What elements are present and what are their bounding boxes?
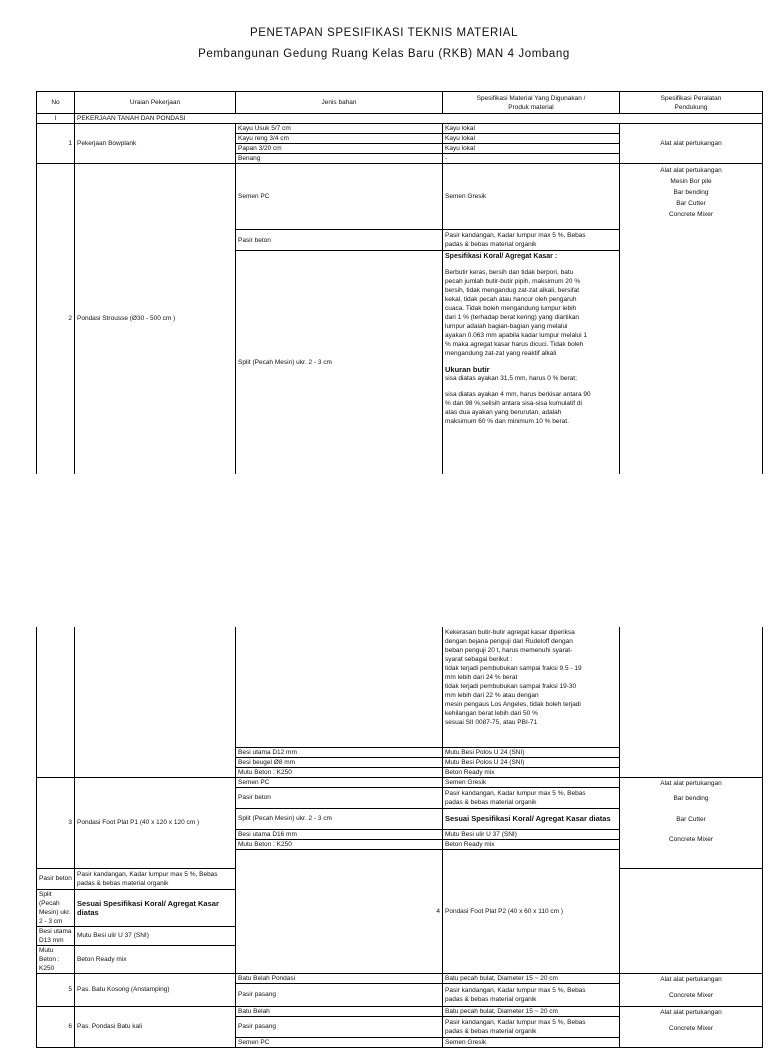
ukuran-butir-line: % dan 98 %,selisih antara sisa-sisa kumulatif di (445, 400, 582, 407)
item-2-alat-1: Alat alat pertukangan (660, 167, 722, 174)
item-3-semen: Semen PC (236, 777, 443, 787)
item-6-alat (620, 1006, 763, 1047)
item-2-pasir-spek (443, 230, 620, 251)
item-2-alat-5: Concrete Mixer (668, 211, 714, 218)
item-6-pasir-spek (443, 1016, 620, 1037)
item-2-alat (620, 164, 763, 474)
koral-spec-line: cuaca. Tidak boleh mengandung lumpur lebih (445, 305, 577, 312)
item-4-beton: Mutu Beton : K250 (37, 945, 75, 973)
hardness-spec-line: kehilangan berat lebih dari 50 % (445, 710, 538, 717)
col-header-spesifikasi-line-2: Produk material (508, 103, 554, 111)
item-6-pasir-spek-line-2: padas & bebas material organik (445, 1027, 537, 1035)
koral-spec-title: Spesifikasi Koral/ Agregat Kasar : (445, 253, 558, 260)
document-subtitle: Pembangunan Gedung Ruang Kelas Baru (RKB) MAN 4 Jombang (198, 48, 570, 60)
hardness-spec-line: sesuai SII 0087-75, atau PBI-71 (445, 719, 538, 726)
item-6-semen: Semen PC (236, 1037, 443, 1047)
hardness-spec-line: mm lebih dari 22 % atau dengan (445, 692, 539, 699)
koral-spec-line: % maka agregat kasar harus dicuci. Tidak boleh (445, 341, 584, 348)
item-4-name: Pondasi Foot Plat P2 (40 x 60 x 110 cm ) (443, 849, 620, 973)
ukuran-butir-line: sisa diatas ayakan 31,5 mm, harus 0 % berat; (445, 375, 577, 382)
item-3-alat-4: Concrete Mixer (668, 835, 714, 843)
document-title: PENETAPAN SPESIFIKASI TEKNIS MATERIAL (249, 27, 519, 39)
item-3-beton: Mutu Beton : K250 (236, 839, 443, 849)
item-1-alat: Alat alat pertukangan (620, 124, 763, 164)
item-6-pasir: Pasir pasang (236, 1016, 443, 1037)
item-1-spek-2: Kayu lokal (443, 134, 620, 144)
item-6-pasir-spek-line-1: Pasir kandangan, Kadar lumpur max 5 %, Bebas (445, 1018, 586, 1026)
item-2-besi-beugel-spek: Mutu Besi Polos U 24 (SNI) (443, 757, 620, 767)
item-4-pasir-spek-line-2: padas & bebas material organik (77, 879, 169, 887)
hardness-spec (443, 627, 620, 747)
item-3-besi: Besi utama D16 mm (236, 829, 443, 839)
col-header-spesifikasi (443, 92, 620, 114)
item-2-mutu-beton: Mutu Beton : K250 (236, 767, 443, 777)
item-2-alat-2: Mesin Bor pile (670, 178, 712, 185)
item-5-pasir-spek-line-2: padas & bebas material organik (445, 995, 537, 1003)
koral-spec-line: Berbutir keras, bersih dan tidak berpori, batu (445, 269, 574, 276)
item-4-split-spek: Sesuai Spesifikasi Koral/ Agregat Kasar diatas (75, 889, 236, 926)
hardness-spec-line: mm lebih dari 24 % berat (445, 674, 518, 681)
item-4-beton-spek: Beton Ready mix (75, 945, 236, 973)
item-3-alat-1: Alat alat pertukangan (660, 779, 722, 787)
cont-number-cell (37, 627, 75, 777)
col-header-jenis: Jenis bahan (236, 92, 443, 114)
item-2-besi-beugel: Besi beugel Ø8 mm (236, 757, 443, 767)
ukuran-butir-line: sisa diatas ayakan 4 mm, harus berkisar antara 90 (445, 391, 591, 398)
hardness-spec-line: mesin pengaus Los Angeles, tidak boleh terjadi (445, 701, 581, 708)
cont-name-cell (75, 627, 236, 777)
item-1-number: 1 (37, 124, 75, 164)
hardness-spec-line: dengan bejana penguji dari Rudeloff dengan (445, 638, 573, 645)
item-3-alat-2: Bar bending (673, 794, 709, 802)
item-6-alat-2: Concrete Mixer (668, 1024, 714, 1032)
ukuran-butir-line: maksimum 60 % dan minimum 10 % berat. (445, 418, 569, 425)
item-3-pasir: Pasir beton (236, 787, 443, 808)
hardness-spec-line: tidak terjadi pembubukan sampai fraksi 9.5 - 19 (445, 665, 582, 672)
item-3-semen-spek: Semen Gresik (443, 777, 620, 787)
item-2-besi-utama-spek: Mutu Besi Polos U 24 (SNI) (443, 747, 620, 757)
col-header-no: No (37, 92, 75, 114)
item-3-pasir-spek-line-2: padas & bebas material organik (445, 798, 537, 806)
hardness-spec-line: beban penguji 20 t, harus memenuhi syarat- (445, 647, 573, 654)
item-1-jenis-2: Kayu reng 3/4 cm (236, 134, 443, 144)
item-5-alat-2: Concrete Mixer (668, 991, 714, 999)
item-2-mutu-beton-spek: Beton Ready mix (443, 767, 620, 777)
item-2-semen: Semen PC (236, 164, 443, 230)
spec-table-page-2 (36, 627, 762, 1048)
col-header-peralatan-line-2: Pendukung (674, 103, 708, 111)
item-3-split: Split (Pecah Mesin) ukr. 2 - 3 cm (236, 808, 443, 829)
item-5-batu-spek: Batu pecah bulat, Diameter 15 ~ 20 cm (443, 973, 620, 984)
item-5-pasir: Pasir pasang (236, 984, 443, 1006)
item-2-split: Split (Pecah Mesin) ukr. 2 - 3 cm (236, 251, 443, 474)
cont-jenis-cell (236, 627, 443, 747)
koral-spec-line: mengandung zat-zat yang reaktif alkali (445, 350, 557, 357)
item-4-besi: Besi utama D13 mm (37, 926, 75, 945)
col-header-peralatan (620, 92, 763, 114)
item-5-alat-1: Alat alat pertukangan (660, 975, 722, 983)
item-6-batu-spek: Batu pecah bulat, Diameter 15 ~ 20 cm (443, 1006, 620, 1016)
item-4-besi-spek: Mutu Besi ulir U 37 (SNI) (75, 926, 236, 945)
item-4-pasir-spek-line-1: Pasir kandangan, Kadar lumpur max 5 %, Bebas (77, 870, 218, 878)
item-3-number: 3 (37, 777, 75, 868)
item-3-pasir-spek-line-1: Pasir kandangan, Kadar lumpur max 5 %, Bebas (445, 789, 586, 797)
item-2-split-spec (443, 251, 620, 474)
item-3-besi-spek: Mutu Besi ulir U 37 (SNI) (443, 829, 620, 839)
item-2-name: Pondasi Strousse (Ø30 - 500 cm ) (75, 164, 236, 474)
col-header-peralatan-line-1: Spesifikasi Peralatan (660, 94, 722, 102)
hardness-spec-line: syarat sebagai berikut : (445, 656, 513, 663)
item-5-pasir-spek (443, 984, 620, 1006)
item-3-pasir-spek (443, 787, 620, 808)
item-3-name: Pondasi Foot Plat P1 (40 x 120 x 120 cm ) (75, 777, 236, 868)
item-6-batu: Batu Belah (236, 1006, 443, 1016)
koral-spec-line: ayakan 0.063 mm apabila kadar lumpur melalui 1 (445, 332, 587, 339)
cont-alat-cell (620, 627, 763, 777)
item-2-pasir-spek-line-2: padas & bebas material organik (445, 241, 537, 248)
item-4-pasir-spek (75, 868, 236, 889)
item-6-number: 6 (37, 1006, 75, 1047)
koral-spec-line: pecah jumlah butir-butir pipih, maksimum 20 % (445, 278, 581, 285)
item-3-alat (620, 777, 763, 868)
item-6-semen-spek: Semen Gresik (443, 1037, 620, 1047)
item-3-alat-3: Bar Cutter (676, 815, 706, 823)
item-2-pasir: Pasir beton (236, 230, 443, 251)
item-2-pasir-spek-line-1: Pasir kandangan, Kadar lumpur max 5 %, Bebas (445, 232, 586, 239)
item-1-spek-1: Kayu lokal (443, 124, 620, 134)
koral-spec-line: kekal, tidak pecah atau hancur oleh pengaruh (445, 296, 577, 303)
item-4-split: Split (Pecah Mesin) ukr. 2 - 3 cm (37, 889, 75, 926)
section-number: I (37, 114, 75, 124)
item-4-number: 4 (236, 849, 443, 973)
item-5-pasir-spek-line-1: Pasir kandangan, Kadar lumpur max 5 %, Bebas (445, 986, 586, 994)
item-6-alat-1: Alat alat pertukangan (660, 1008, 722, 1016)
hardness-spec-line: tidak terjadi pembubukan sampai fraksi 19-30 (445, 683, 577, 690)
item-6-name: Pas. Pondasi Batu kali (75, 1006, 236, 1047)
ukuran-butir-title: Ukuran butir (445, 365, 490, 374)
item-1-jenis-4: Benang (236, 154, 443, 164)
item-3-beton-spek: Beton Ready mix (443, 839, 620, 849)
item-1-jenis-1: Kayu Usuk 5/7 cm (236, 124, 443, 134)
item-2-number: 2 (37, 164, 75, 474)
item-2-semen-spek: Semen Gresik (443, 164, 620, 230)
koral-spec-line: bersih, tidak mengandug zat-zat alkali, bersifat (445, 287, 580, 294)
item-1-jenis-3: Papan 3/20 cm (236, 144, 443, 154)
item-5-batu: Batu Belah Pondasi (236, 973, 443, 984)
item-5-alat (620, 973, 763, 1006)
item-2-alat-4: Bar Cutter (676, 200, 706, 207)
item-4-pasir: Pasir beton (37, 868, 75, 889)
section-title: PEKERJAAN TANAH DAN PONDASI (75, 114, 763, 124)
hardness-spec-line: Kekerasan butir-butir agregat kasar diperiksa (445, 629, 575, 636)
item-1-spek-3: Kayu lokal (443, 144, 620, 154)
item-5-number: 5 (37, 973, 75, 1006)
col-header-uraian: Uraian Pekerjaan (75, 92, 236, 114)
item-2-besi-utama: Besi utama D12 mm (236, 747, 443, 757)
item-1-spek-4: - (443, 154, 620, 164)
item-1-name: Pekerjaan Bowplank (75, 124, 236, 164)
item-3-split-spek: Sesuai Spesifikasi Koral/ Agregat Kasar diatas (443, 808, 620, 829)
koral-spec-line: lumpur adalah bagian-bagian yang melalui (445, 323, 568, 330)
col-header-spesifikasi-line-1: Spesifikasi Material Yang Digunakan / (476, 94, 586, 102)
item-2-alat-3: Bar bending (673, 189, 709, 196)
ukuran-butir-line: atas dua ayakan yang berurutan, adalah (445, 409, 562, 416)
koral-spec-line: dari 1 % (terhadap berat kering) yang diartikan (445, 314, 580, 321)
spec-table-page-1 (36, 91, 762, 474)
item-5-name: Pas. Batu Kosong (Anstamping) (75, 973, 236, 1006)
